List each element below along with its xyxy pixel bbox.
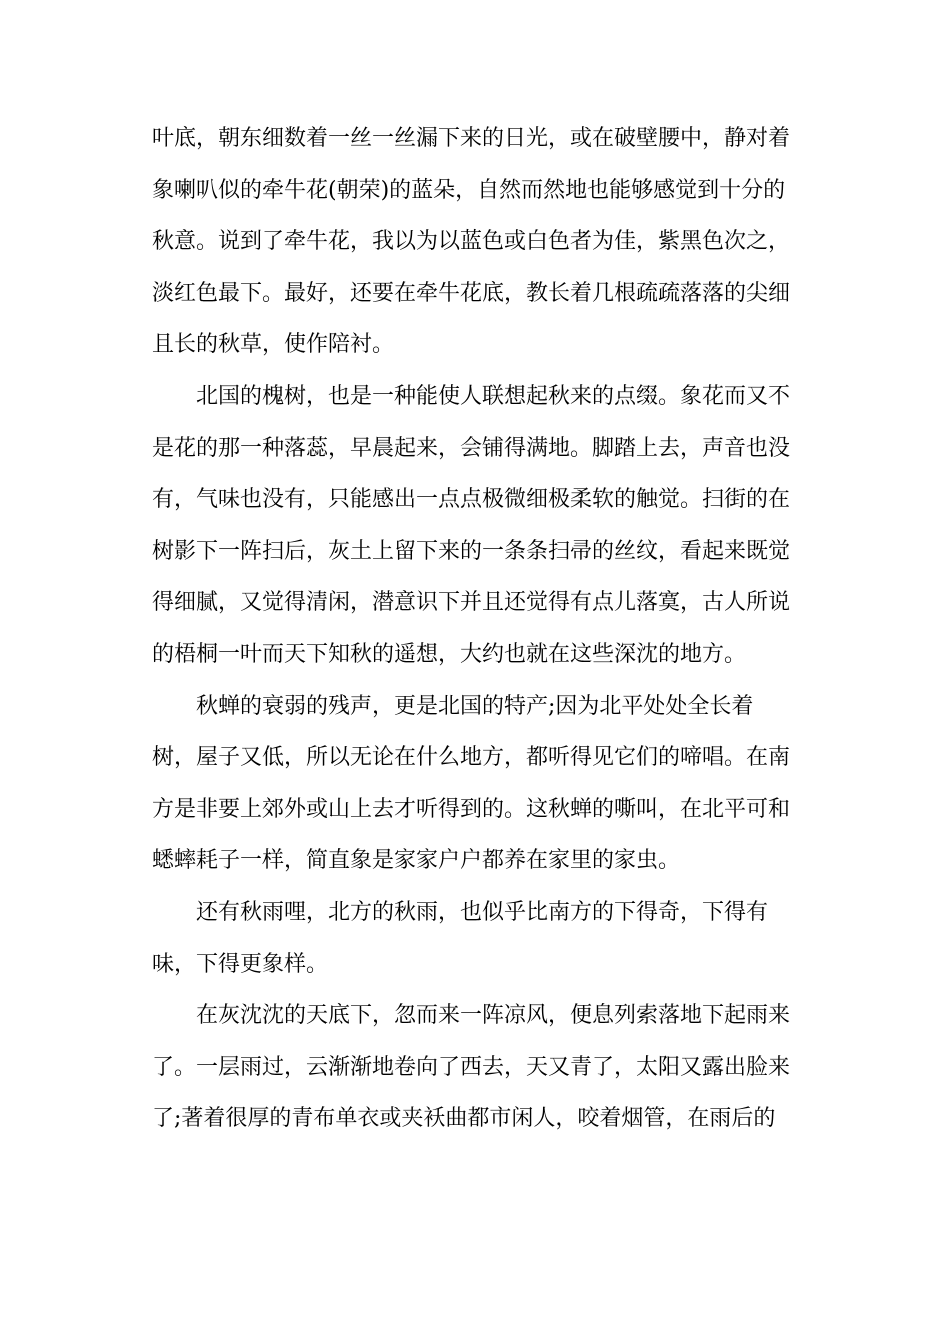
text-line: 秋意。说到了牵牛花，我以为以蓝色或白色者为佳，紫黑色次之， xyxy=(152,229,791,255)
paragraph-start-line: 在灰沈沈的天底下，忽而来一阵凉风，便息列索落地下起雨来 xyxy=(196,1003,791,1029)
text-line: 是花的那一种落蕊，早晨起来，会铺得满地。脚踏上去，声音也没 xyxy=(152,435,791,461)
body-text xyxy=(152,113,812,1145)
text-line: 有，气味也没有，只能感出一点点极微细极柔软的触觉。扫街的在 xyxy=(152,487,791,513)
text-line: 方是非要上郊外或山上去才听得到的。这秋蝉的嘶叫，在北平可和 xyxy=(152,796,791,822)
text-line: 蟋蟀耗子一样，简直象是家家户户都养在家里的家虫。 xyxy=(152,848,681,874)
text-line: 且长的秋草，使作陪衬。 xyxy=(152,332,395,358)
text-line: 淡红色最下。最好，还要在牵牛花底，教长着几根疏疏落落的尖细 xyxy=(152,280,791,306)
text-line: 味，下得更象样。 xyxy=(152,951,329,977)
text-line: 了。一层雨过，云渐渐地卷向了西去，天又青了，太阳又露出脸来 xyxy=(152,1054,791,1080)
text-line: 树，屋子又低，所以无论在什么地方，都听得见它们的啼唱。在南 xyxy=(152,745,791,771)
text-line: 叶底，朝东细数着一丝一丝漏下来的日光，或在破壁腰中，静对着 xyxy=(152,126,791,151)
text-line: 的梧桐一叶而天下知秋的遥想，大约也就在这些深沈的地方。 xyxy=(152,641,747,667)
paragraph-start-line: 还有秋雨哩，北方的秋雨，也似乎比南方的下得奇，下得有 xyxy=(196,899,769,925)
text-line: 象喇叭似的牵牛花(朝荣)的蓝朵，自然而然地也能够感觉到十分的 xyxy=(152,177,786,203)
text-line: 得细腻，又觉得清闲，潜意识下并且还觉得有点儿落寞，古人所说 xyxy=(152,590,791,616)
paragraph-start-line: 秋蝉的衰弱的残声，更是北国的特产;因为北平处处全长着 xyxy=(196,693,754,719)
text-line: 树影下一阵扫后，灰土上留下来的一条条扫帚的丝纹，看起来既觉 xyxy=(152,538,791,564)
paragraph-start-line: 北国的槐树，也是一种能使人联想起秋来的点缀。象花而又不 xyxy=(196,383,791,409)
text-line: 了;著着很厚的青布单衣或夹袄曲都市闲人，咬着烟管，在雨后的 xyxy=(152,1106,776,1132)
